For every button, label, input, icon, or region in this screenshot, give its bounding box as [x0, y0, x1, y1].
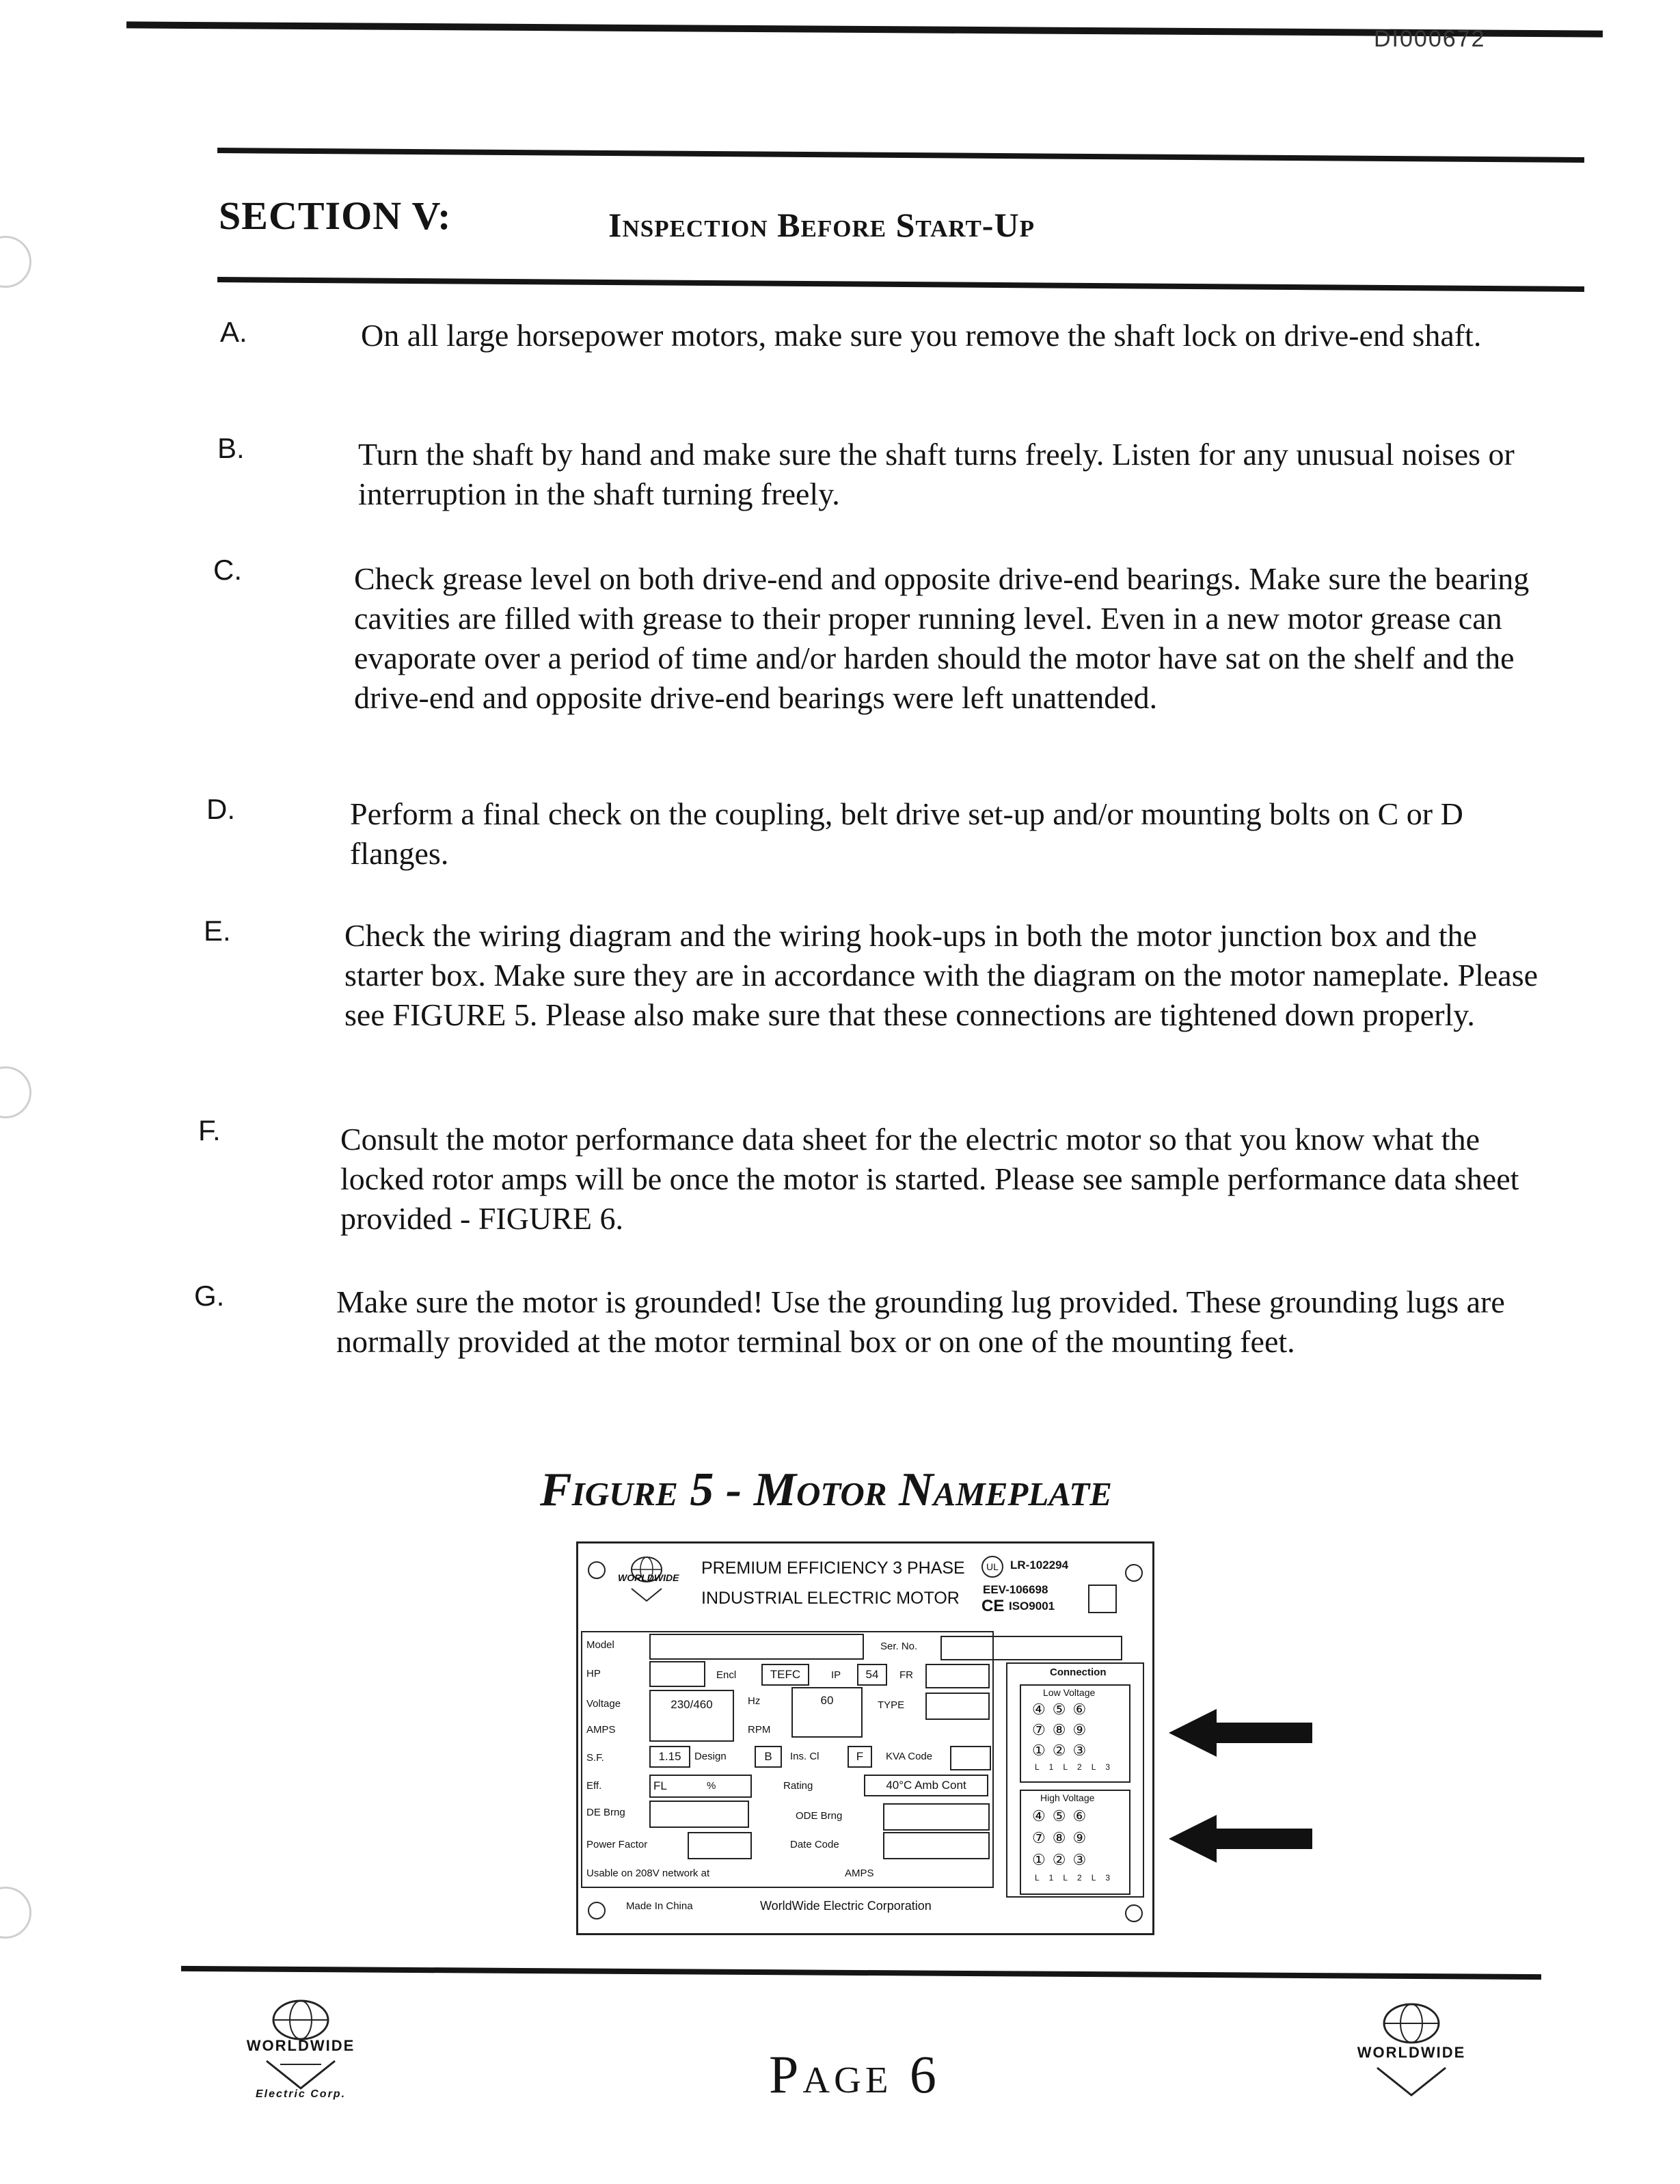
- label-ode-brng: ODE Brng: [796, 1810, 843, 1822]
- item-text-b: Turn the shaft by hand and make sure the shaft turns freely. Listen for any unusual noises or interruption in the shaft turning freely.: [358, 437, 1515, 511]
- label-type: TYPE: [878, 1699, 905, 1711]
- hz-field: 60: [791, 1687, 863, 1738]
- label-made-in: Made In China: [626, 1900, 693, 1912]
- label-encl: Encl: [716, 1669, 737, 1681]
- label-voltage: Voltage: [586, 1698, 621, 1710]
- label-low-voltage: Low Voltage: [1043, 1687, 1096, 1698]
- punch-hole-bottom: [0, 1887, 31, 1939]
- low-terminal-row-2: ⑦⑧⑨: [1032, 1721, 1094, 1738]
- label-eff: Eff.: [586, 1780, 602, 1792]
- label-pct: %: [707, 1780, 716, 1792]
- label-kva-code: KVA Code: [886, 1751, 933, 1762]
- punch-hole-top: [0, 236, 31, 288]
- item-letter-f: F.: [198, 1114, 221, 1146]
- arrow-left-icon: [1169, 1709, 1319, 1757]
- label-ip: IP: [831, 1669, 841, 1681]
- punch-hole-middle: [0, 1066, 31, 1118]
- item-letter-e: E.: [204, 915, 231, 947]
- label-amps2: AMPS: [845, 1868, 874, 1879]
- low-terminal-row-3: ①②③: [1032, 1742, 1094, 1759]
- plate-cert1: LR-102294: [1010, 1559, 1069, 1572]
- high-terminal-row-3: ①②③: [1032, 1851, 1094, 1868]
- plate-cert3: ISO9001: [1009, 1600, 1055, 1613]
- label-sf: S.F.: [586, 1752, 604, 1764]
- low-terminal-row-1: ④⑤⑥: [1032, 1701, 1094, 1718]
- label-date-code: Date Code: [790, 1839, 839, 1850]
- footer-logo-text-left: WORLDWIDE: [246, 2037, 355, 2054]
- mount-hole-icon: [588, 1902, 606, 1919]
- mount-hole-icon: [1125, 1564, 1143, 1582]
- motor-nameplate: [576, 1541, 1154, 1935]
- figure-title: Figure 5 - Motor Nameplate: [540, 1464, 1112, 1516]
- item-letter-g: G.: [194, 1280, 225, 1312]
- high-lines: L1L2L3: [1035, 1873, 1120, 1883]
- csa-mark-icon: [1088, 1585, 1117, 1613]
- ul-mark-icon: UL: [981, 1556, 1003, 1578]
- label-ins-cl: Ins. Cl: [790, 1751, 819, 1762]
- label-design: Design: [694, 1751, 727, 1762]
- footer-logo-sub-left: Electric Corp.: [255, 2088, 347, 2100]
- plate-ce: CE: [981, 1597, 1005, 1615]
- footer-rule: [181, 1966, 1541, 1980]
- label-model: Model: [586, 1639, 614, 1651]
- item-letter-c: C.: [213, 554, 242, 586]
- label-fr: FR: [899, 1669, 913, 1681]
- item-letter-b: B.: [217, 432, 245, 464]
- label-corp: WorldWide Electric Corporation: [760, 1899, 932, 1913]
- item-letter-a: A.: [220, 316, 247, 348]
- item-text-a: On all large horsepower motors, make sure you remove the shaft lock on drive-end shaft.: [361, 318, 1482, 353]
- mount-hole-icon: [588, 1561, 606, 1579]
- label-connection: Connection: [1050, 1667, 1107, 1678]
- encl-field: TEFC: [761, 1664, 809, 1686]
- plate-line1: PREMIUM EFFICIENCY 3 PHASE: [701, 1559, 965, 1578]
- footer-logo-text-right: WORLDWIDE: [1357, 2044, 1466, 2061]
- label-high-voltage: High Voltage: [1040, 1792, 1095, 1803]
- label-amps: AMPS: [586, 1724, 616, 1736]
- voltage-field: 230/460: [649, 1690, 734, 1742]
- label-hp: HP: [586, 1668, 601, 1680]
- design-field: B: [755, 1746, 782, 1768]
- section-title: Inspection Before Start-Up: [608, 206, 1035, 244]
- ip-field: 54: [857, 1664, 887, 1686]
- label-power-factor: Power Factor: [586, 1839, 648, 1850]
- label-usable: Usable on 208V network at: [586, 1868, 710, 1879]
- label-ser-no: Ser. No.: [880, 1641, 918, 1652]
- item-text-f: Consult the motor performance data sheet for the electric motor so that you know what the locked rotor amps will be once the motor is started. Please see sample performance data sheet provided - FIGURE 6.: [340, 1122, 1519, 1236]
- mount-hole-icon: [1125, 1904, 1143, 1922]
- high-terminal-row-1: ④⑤⑥: [1032, 1807, 1094, 1824]
- sf-field: 1.15: [649, 1746, 690, 1768]
- lower-panel-border: [581, 1631, 994, 1888]
- header-rule-top: [217, 148, 1584, 163]
- section-label: SECTION V:: [219, 193, 452, 238]
- plate-brand: WORLDWIDE: [618, 1572, 679, 1583]
- item-text-c: Check grease level on both drive-end and opposite drive-end bearings. Make sure the bearing cavities are filled with grease to their proper running level. Even in a new motor grease can evaporate over a period of time and/or harden should the motor have sat on the shelf and the drive-end and opposite drive-end bearings were left unattended.: [354, 561, 1530, 715]
- header-rule-bottom: [217, 277, 1584, 292]
- item-letter-d: D.: [206, 793, 235, 825]
- eff-field: FL: [649, 1775, 752, 1798]
- rating-field: 40°C Amb Cont: [864, 1775, 988, 1796]
- low-lines: L1L2L3: [1035, 1762, 1120, 1772]
- plate-cert2: EEV-106698: [983, 1583, 1048, 1596]
- ins-cl-field: F: [848, 1746, 872, 1768]
- page-number: Page 6: [769, 2045, 940, 2104]
- label-rating: Rating: [783, 1780, 813, 1792]
- document-id: DI000672: [1374, 26, 1486, 52]
- item-text-e: Check the wiring diagram and the wiring hook-ups in both the motor junction box and the starter box. Make sure they are in accordance with the diagram on the motor nameplate. Please see FIGURE 5. Please also make sure that these connections are tightened down properly.: [344, 918, 1539, 1032]
- label-hz: Hz: [748, 1695, 761, 1707]
- label-de-brng: DE Brng: [586, 1807, 625, 1818]
- arrow-left-icon: [1169, 1815, 1319, 1863]
- high-terminal-row-2: ⑦⑧⑨: [1032, 1829, 1094, 1846]
- plate-line2: INDUSTRIAL ELECTRIC MOTOR: [701, 1589, 960, 1608]
- item-text-d: Perform a final check on the coupling, belt drive set-up and/or mounting bolts on C or D flanges.: [350, 796, 1463, 871]
- label-rpm: RPM: [748, 1724, 771, 1736]
- item-text-g: Make sure the motor is grounded! Use the grounding lug provided. These grounding lugs are normally provided at the motor terminal box or on one of the mounting feet.: [336, 1284, 1505, 1359]
